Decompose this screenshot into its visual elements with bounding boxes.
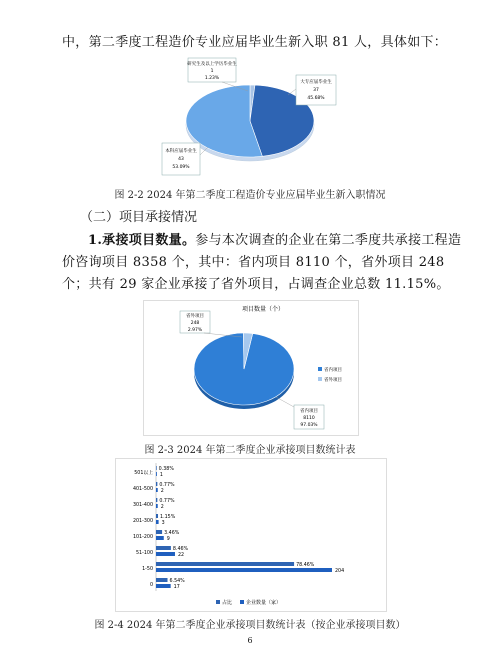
bar-share: [156, 578, 168, 582]
svg-text:省内项目: 省内项目: [300, 409, 318, 414]
bar-count: [156, 520, 159, 524]
bar-chart-by-project-count: [115, 458, 387, 612]
bar-share: [156, 562, 294, 566]
bar-share: [156, 514, 158, 518]
intro-line: 中，第二季度工程造价专业应届毕业生新入职 81 人，具体如下：: [62, 35, 448, 50]
bar-share-label: 0.77%: [159, 499, 175, 504]
bar-count-label: 3: [161, 521, 165, 526]
pie-chart-projects: [143, 300, 359, 436]
bar-category-label: 101-200: [132, 535, 153, 540]
figure-2-4-caption: 图 2-4 2024 年第二季度企业承接项目数统计表（按企业承接项目数）: [94, 620, 406, 631]
bar-share-label: 1.15%: [160, 515, 176, 520]
svg-text:43: 43: [178, 157, 184, 162]
bar-count-label: 2: [160, 489, 164, 494]
section-heading: （二）项目承接情况: [80, 210, 198, 225]
fig22-label-junior-college: [296, 75, 336, 105]
bar-share-label: 8.46%: [172, 547, 189, 552]
bar-count: [156, 552, 175, 556]
legend-swatch-share: [216, 600, 220, 604]
svg-text:企业数量（家）: 企业数量（家）: [246, 600, 282, 606]
paragraph-lead: 1.承接项目数量。: [88, 233, 196, 248]
svg-text:省内项目: 省内项目: [324, 368, 342, 373]
fig23-label-in: [294, 405, 324, 429]
bar-share: [156, 466, 157, 470]
paragraph-text: 参与本次调查的企业在第二季度共承接工程造价咨询项目 8358 个，其中：省内项目 8110 个，省外项目 248 个；共有 29 家企业承接了省外项目，占调查企业总数 11.15%。: [62, 233, 462, 292]
bar-count-label: 17: [173, 585, 180, 590]
bar-share-label: 78.46%: [296, 563, 315, 568]
bar-share: [156, 546, 171, 550]
bar-share: [156, 482, 157, 486]
bar-category-label: 51-100: [136, 551, 153, 556]
bar-count-label: 204: [335, 569, 345, 574]
bar-share: [156, 530, 162, 534]
svg-text:1.23%: 1.23%: [204, 76, 220, 81]
svg-text:8110: 8110: [303, 416, 315, 421]
svg-text:占比: 占比: [222, 600, 233, 606]
figure-2-2-caption: 图 2-2 2024 年第二季度工程造价专业应届毕业生新入职情况: [114, 190, 386, 201]
bar-category-label: 1-50: [142, 567, 153, 572]
bar-count: [156, 584, 171, 588]
fig24-legend: [216, 599, 281, 606]
fig23-legend: [318, 366, 342, 383]
svg-text:研究生及以上学历毕业生: 研究生及以上学历毕业生: [187, 62, 237, 67]
legend-swatch-out: [318, 377, 322, 381]
bar-category-label: 201-300: [132, 519, 153, 524]
fig22-label-postgrad: [187, 58, 237, 82]
bar-count: [156, 536, 164, 540]
svg-text:45.68%: 45.68%: [307, 96, 325, 101]
svg-text:97.03%: 97.03%: [300, 423, 318, 428]
bar-category-label: 401-500: [132, 487, 153, 492]
bar-category-label: 501以上: [134, 471, 153, 476]
bar-category-label: 301-400: [132, 503, 153, 508]
bar-share-label: 6.54%: [169, 579, 185, 584]
bar-count-label: 9: [166, 537, 170, 542]
svg-text:2.97%: 2.97%: [187, 328, 203, 333]
bar-count: [156, 488, 158, 492]
svg-text:53.09%: 53.09%: [172, 165, 190, 170]
figure-2-3-caption: 图 2-3 2024 年第二季度企业承接项目数统计表: [144, 445, 356, 456]
page-number: 6: [247, 636, 253, 645]
svg-text:项目数量（个）: 项目数量（个）: [242, 306, 285, 313]
svg-text:省外项目: 省外项目: [324, 378, 342, 383]
svg-text:248: 248: [190, 321, 200, 326]
bar-category-label: 0: [149, 583, 153, 588]
svg-text:省外项目: 省外项目: [186, 314, 204, 319]
bar-count-label: 2: [160, 505, 164, 510]
bar-share-label: 0.38%: [158, 467, 174, 472]
bar-count: [156, 472, 157, 476]
body-paragraph: [62, 230, 472, 296]
bar-count-label: 1: [159, 473, 163, 478]
legend-swatch-in: [318, 367, 322, 371]
fig23-label-out: [180, 311, 210, 333]
bar-count-label: 22: [177, 553, 185, 558]
legend-swatch-count: [240, 600, 244, 604]
svg-text:大专应届毕业生: 大专应届毕业生: [300, 80, 332, 85]
svg-text:本科应届毕业生: 本科应届毕业生: [165, 149, 197, 154]
svg-text:37: 37: [313, 88, 319, 93]
bar-share: [156, 498, 157, 502]
pie-chart-graduates: [160, 55, 340, 185]
fig22-label-undergrad: [162, 143, 200, 175]
svg-text:1: 1: [210, 69, 214, 74]
bar-count: [156, 504, 158, 508]
bar-count: [156, 568, 332, 572]
bar-share-label: 3.46%: [164, 531, 180, 536]
bar-share-label: 0.77%: [159, 483, 175, 488]
